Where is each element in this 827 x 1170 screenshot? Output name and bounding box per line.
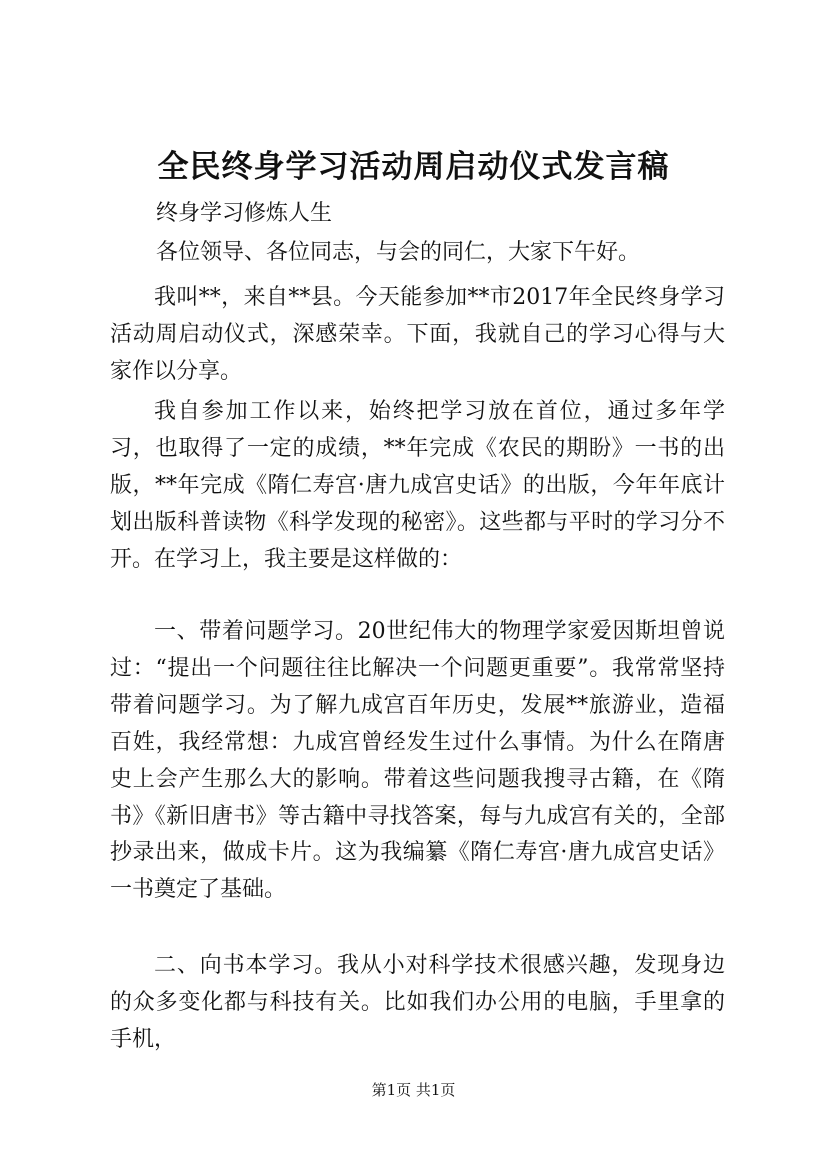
greeting-line: 各位领导、各位同志，与会的同仁，大家下午好。 xyxy=(156,240,641,265)
page-footer: 第1页 共1页 xyxy=(371,1081,456,1099)
document-title: 全民终身学习活动周启动仪式发言稿 xyxy=(157,149,670,185)
paragraph-achievements: 我自参加工作以来，始终把学习放在首位，通过多年学习，也取得了一定的成绩，**年完成《农民的期盼》一书的出版，**年完成《隋仁寿宫·唐九成宫史话》的出版，今年年底计划出版科普读物《科学发现的秘密》。这些都与平时的学习分不开。在学习上，我主要是这样做的： xyxy=(110,399,725,572)
paragraph-point-two: 二、向书本学习。我从小对科学技术很感兴趣，发现身边的众多变化都与科技有关。比如我们办公用的电脑，手里拿的手机， xyxy=(110,953,725,1052)
paragraph-intro: 我叫**，来自**县。今天能参加**市2017年全民终身学习活动周启动仪式，深感荣幸。下面，我就自己的学习心得与大家作以分享。 xyxy=(110,285,725,384)
paragraph-point-one: 一、带着问题学习。20世纪伟大的物理学家爱因斯坦曾说过：“提出一个问题往往比解决一个问题更重要”。我常常坚持带着问题学习。为了解九成宫百年历史，发展**旅游业，造福百姓，我经常想：九成宫曾经发生过什么事情。为什么在隋唐史上会产生那么大的影响。带着这些问题我搜寻古籍，在《隋书》《新旧唐书》等古籍中寻找答案，每与九成宫有关的，全部抄录出来，做成卡片。这为我编纂《隋仁寿宫·唐九成宫史话》一书奠定了基础。 xyxy=(110,619,725,903)
document-subtitle: 终身学习修炼人生 xyxy=(156,201,333,226)
